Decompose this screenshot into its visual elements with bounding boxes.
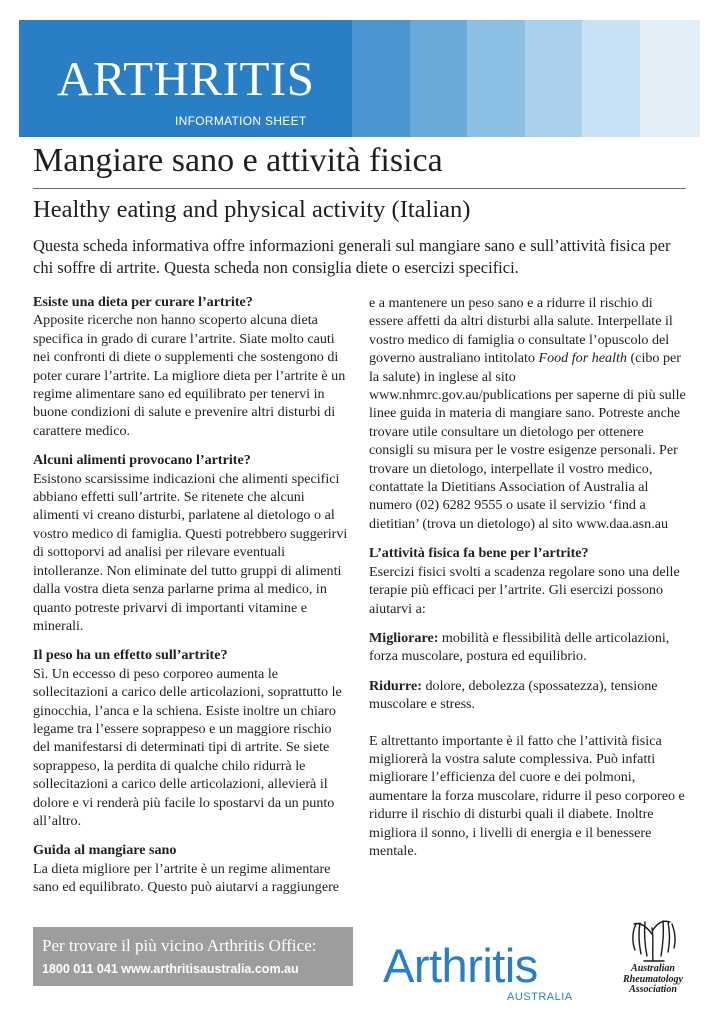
- arthritis-australia-logo: [383, 939, 583, 1004]
- office-contact-box: [33, 927, 353, 986]
- brand-block: [19, 20, 352, 137]
- section-heading: Guida al mangiare sano: [33, 842, 177, 859]
- page-title: Mangiare sano e attività fisica: [33, 142, 443, 179]
- section-body: La dieta migliore per l’artrite è un regime alimentare sano ed equilibrato. Questo può aiutarvi a raggiungere: [33, 860, 340, 896]
- benefit-text: dolore, debolezza (spossatezza), tensione muscolare e stress.: [369, 677, 658, 713]
- section-body: [369, 294, 687, 533]
- office-contact-details[interactable]: 1800 011 041 www.arthritisaustralia.com.au: [42, 962, 299, 976]
- association-name: [608, 964, 698, 996]
- section-heading: Esiste una dieta per curare l’artrite?: [33, 294, 253, 310]
- section-body: Apposite ricerche non hanno scoperto alcuna dieta specifica in grado di curare l’artrite. Siate molto cauti nei confronti di diete o supplementi che sostengono di poter curare l’artrite. La migliore dieta per l’artrite è un regime alimentare sano ed equilibrato per tenervi in buone condizioni di salute e prevenire altri disturbi di carattere medico.: [33, 312, 346, 439]
- brand-title: ARTHRITIS: [57, 51, 315, 106]
- logo-subtitle: AUSTRALIA: [507, 991, 573, 1003]
- benefit-improve: [369, 629, 687, 666]
- section-body: E altrettanto importante è il fatto che l’attività fisica migliorerà la vostra salute complessiva. Può infatti migliorare l’efficienza del cuore e dei polmoni, aumentare la forza muscolare, ridurre il peso corporeo e ridurre il rischio di disturbi quali il diabete. Inoltre migliora il sonno, i livelli di energia e il benessere mentale.: [369, 732, 685, 859]
- brand-subtitle: INFORMATION SHEET: [175, 114, 307, 128]
- association-name-line: Association: [629, 984, 677, 995]
- section-heading: Alcuni alimenti provocano l’artrite?: [33, 452, 251, 469]
- benefit-label: Ridurre:: [369, 677, 422, 694]
- tree-icon: [608, 912, 698, 964]
- rheumatology-association-logo: [608, 912, 698, 1002]
- banner-stripe: [525, 20, 582, 137]
- body-text: (cibo per la salute) in inglese al sito www.nhmrc.gov.au/publications per saperne di più sulle linee guida in materia di mangiare sano. Potreste anche trovare utile consultare un dietologo per ottenere consigli su misura per le vostre esigenze personali. Per trovare un dietologo, interpellate il vostro medico, contattate la Dietitians Association of Australia al numero (02) 6282 9555 o usate il servizio ‘find a dietitian’ (trova un dietologo) al sito www.daa.asn.au: [369, 350, 686, 532]
- banner-stripe: [640, 20, 700, 137]
- benefit-text: mobilità e flessibilità delle articolazioni, forza muscolare, postura ed equilibrio.: [369, 629, 670, 665]
- publication-title: Food for health: [538, 350, 627, 367]
- page-subtitle: Healthy eating and physical activity (Italian): [33, 196, 471, 223]
- association-name-line: Rheumatology: [622, 973, 683, 985]
- logo-wordmark: Arthritis: [383, 939, 538, 992]
- section-heading: Il peso ha un effetto sull’artrite?: [33, 647, 228, 664]
- banner-stripe: [582, 20, 640, 137]
- office-contact-heading: Per trovare il più vicino Arthritis Office:: [42, 936, 317, 955]
- section-heading: L’attività fisica fa bene per l’artrite?: [369, 545, 589, 562]
- section-body: Esistono scarsissime indicazioni che alimenti specifici abbiano effetti sull’artrite. Se ritenete che alcuni alimenti vi creano disturbi, parlatene al dietologo o al vostro medico di famiglia. Questi potrebbero suggerirvi di sottoporvi ad analisi per rilevare eventuali intolleranze. Non eliminate del tutto gruppi di alimenti dalla vostra dieta senza parlarne prima al medico, in quanto potreste privarvi di importanti vitamine e minerali.: [33, 470, 348, 634]
- title-divider: [33, 188, 686, 189]
- banner-stripe: [410, 20, 467, 137]
- association-name-line: Australian: [631, 963, 675, 974]
- benefit-reduce: [369, 677, 687, 714]
- section-body: Sì. Un eccesso di peso corporeo aumenta le sollecitazioni a carico delle articolazioni, soprattutto le ginocchia, l’anca e la schiena. Esiste inoltre un chiaro legame tra l’essere soprappeso e un maggiore rischio del manifestarsi di determinati tipi di artrite. Se siete soprappeso, la perdita di qualche chilo ridurrà le sollecitazioni a carico delle articolazioni, allevierà il dolore e vi renderà più facile lo spostarvi da un punto all’altro.: [33, 665, 342, 829]
- left-column: [33, 293, 351, 908]
- banner-stripe: [352, 20, 410, 137]
- section-body: Esercizi fisici svolti a scadenza regolare sono una delle terapie più efficaci per l’artrite. Gli esercizi possono aiutarvi a:: [369, 563, 680, 617]
- header-banner: [19, 20, 700, 137]
- right-column: [369, 294, 687, 871]
- benefit-label: Migliorare:: [369, 629, 439, 646]
- body-text: e a mantenere un peso sano e a ridurre il rischio di essere affetti da altri disturbi alla salute. Interpellate il vostro medico di famiglia o consultate l’opuscolo del governo australiano intitolato: [369, 295, 673, 367]
- intro-paragraph: Questa scheda informativa offre informazioni generali sul mangiare sano e sull’attività fisica per chi soffre di artrite. Questa scheda non consiglia diete o esercizi specifici.: [33, 236, 671, 277]
- banner-stripe: [467, 20, 525, 137]
